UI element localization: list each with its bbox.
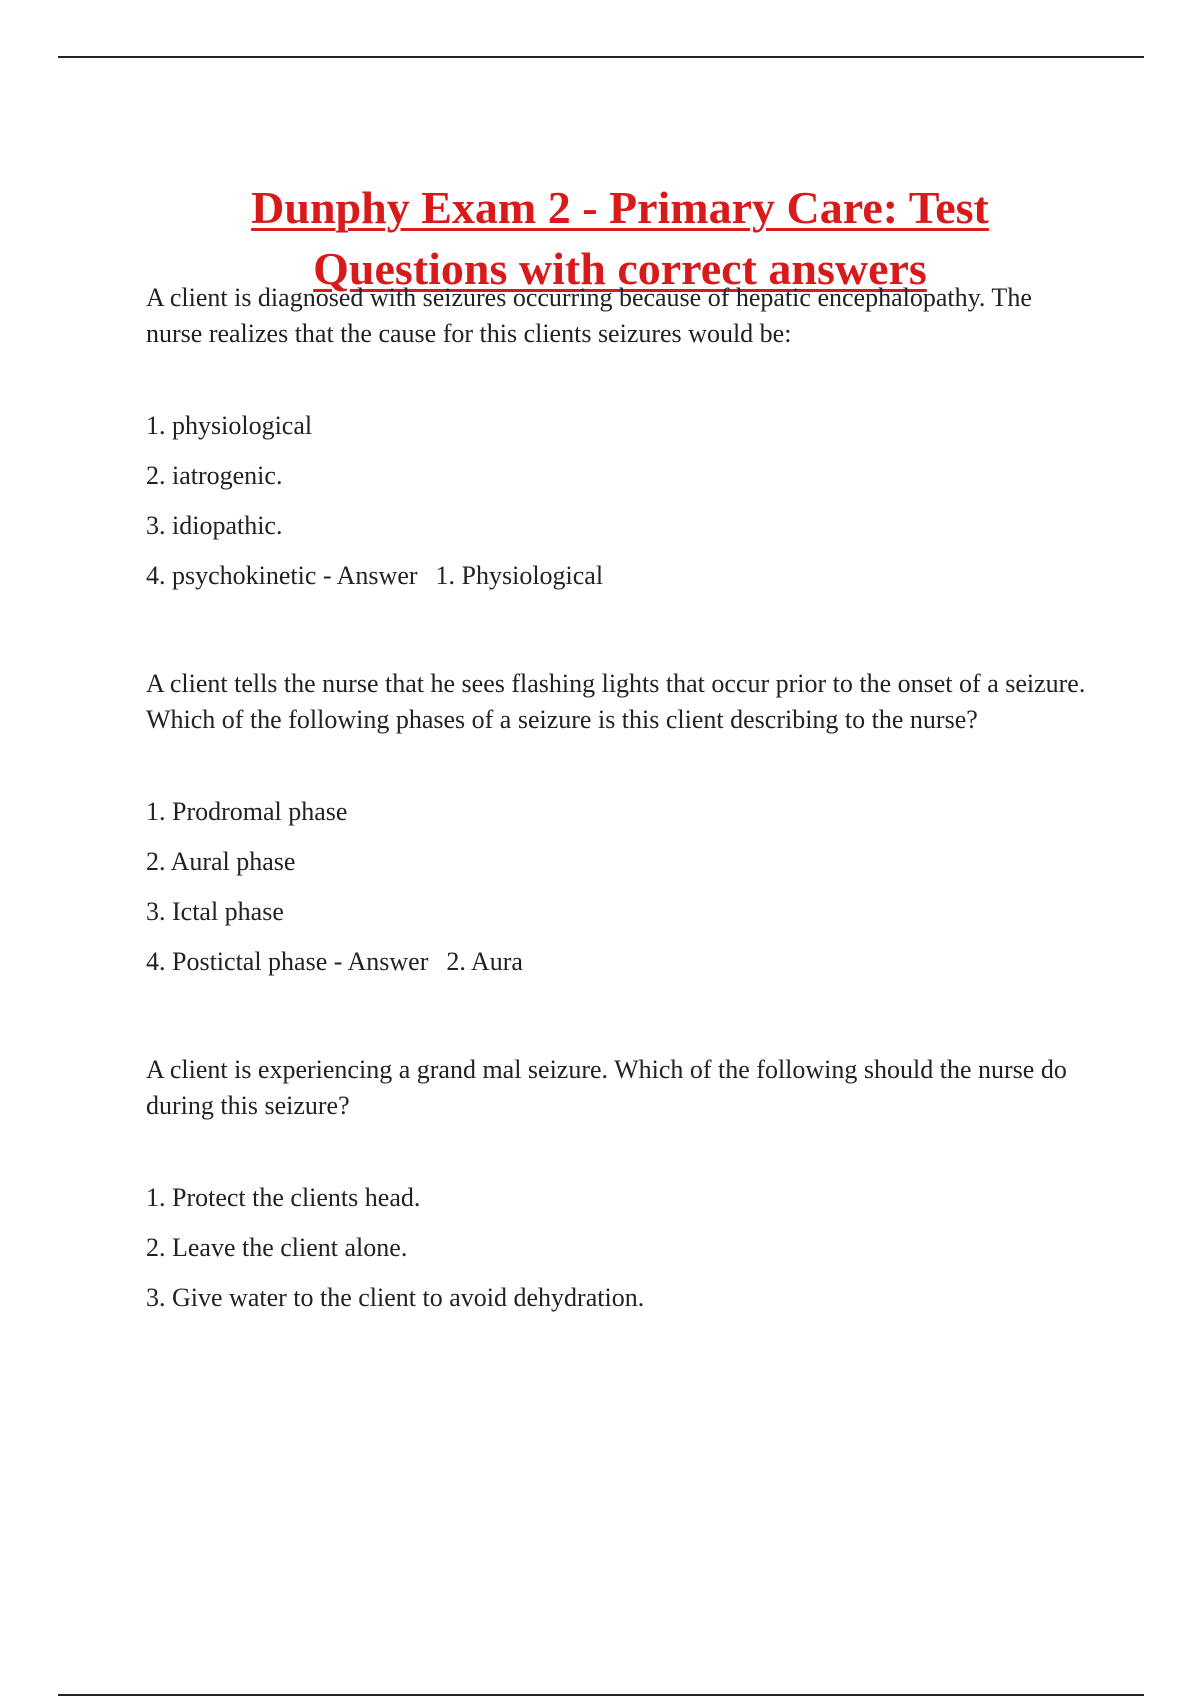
option-item: 1. Protect the clients head. [146, 1183, 421, 1212]
question-list [146, 280, 1086, 1388]
option-item: 3. Ictal phase [146, 897, 284, 926]
question-text: A client is diagnosed with seizures occurring because of hepatic encephalopathy. The nurse realizes that the cause for this clients seizures would be: [146, 283, 1032, 348]
option-list [146, 1180, 1086, 1316]
question-text: A client tells the nurse that he sees flashing lights that occur prior to the onset of a seizure. Which of the following phases of a seizure is this client describing to the nurse? [146, 669, 1086, 734]
answer-text: 1. Physiological [435, 561, 604, 590]
option-text: 4. psychokinetic [146, 561, 317, 590]
question-text: A client is experiencing a grand mal seizure. Which of the following should the nurse do during this seizure? [146, 1055, 1067, 1120]
option-item: 2. Aural phase [146, 847, 296, 876]
option-list [146, 794, 1086, 980]
option-item: 3. idiopathic. [146, 511, 283, 540]
option-item-with-answer [146, 558, 1086, 594]
question-block-2 [146, 666, 1086, 980]
document-title: Dunphy Exam 2 - Primary Care: Test Questions with correct answers [251, 181, 989, 294]
option-item: 3. Give water to the client to avoid dehydration. [146, 1283, 645, 1312]
option-item-with-answer [146, 944, 1086, 980]
answer-text: 2. Aura [446, 947, 523, 976]
answer-label: - Answer [322, 561, 418, 590]
footer-rule [58, 1694, 1144, 1696]
option-item: 1. Prodromal phase [146, 797, 348, 826]
question-block-3 [146, 1052, 1086, 1316]
option-item: 2. iatrogenic. [146, 461, 283, 490]
header-rule [58, 56, 1144, 58]
option-text: 4. Postictal phase [146, 947, 328, 976]
option-list [146, 408, 1086, 594]
option-item: 1. physiological [146, 411, 313, 440]
answer-label: - Answer [333, 947, 429, 976]
option-item: 2. Leave the client alone. [146, 1233, 408, 1262]
question-block-1 [146, 280, 1086, 594]
